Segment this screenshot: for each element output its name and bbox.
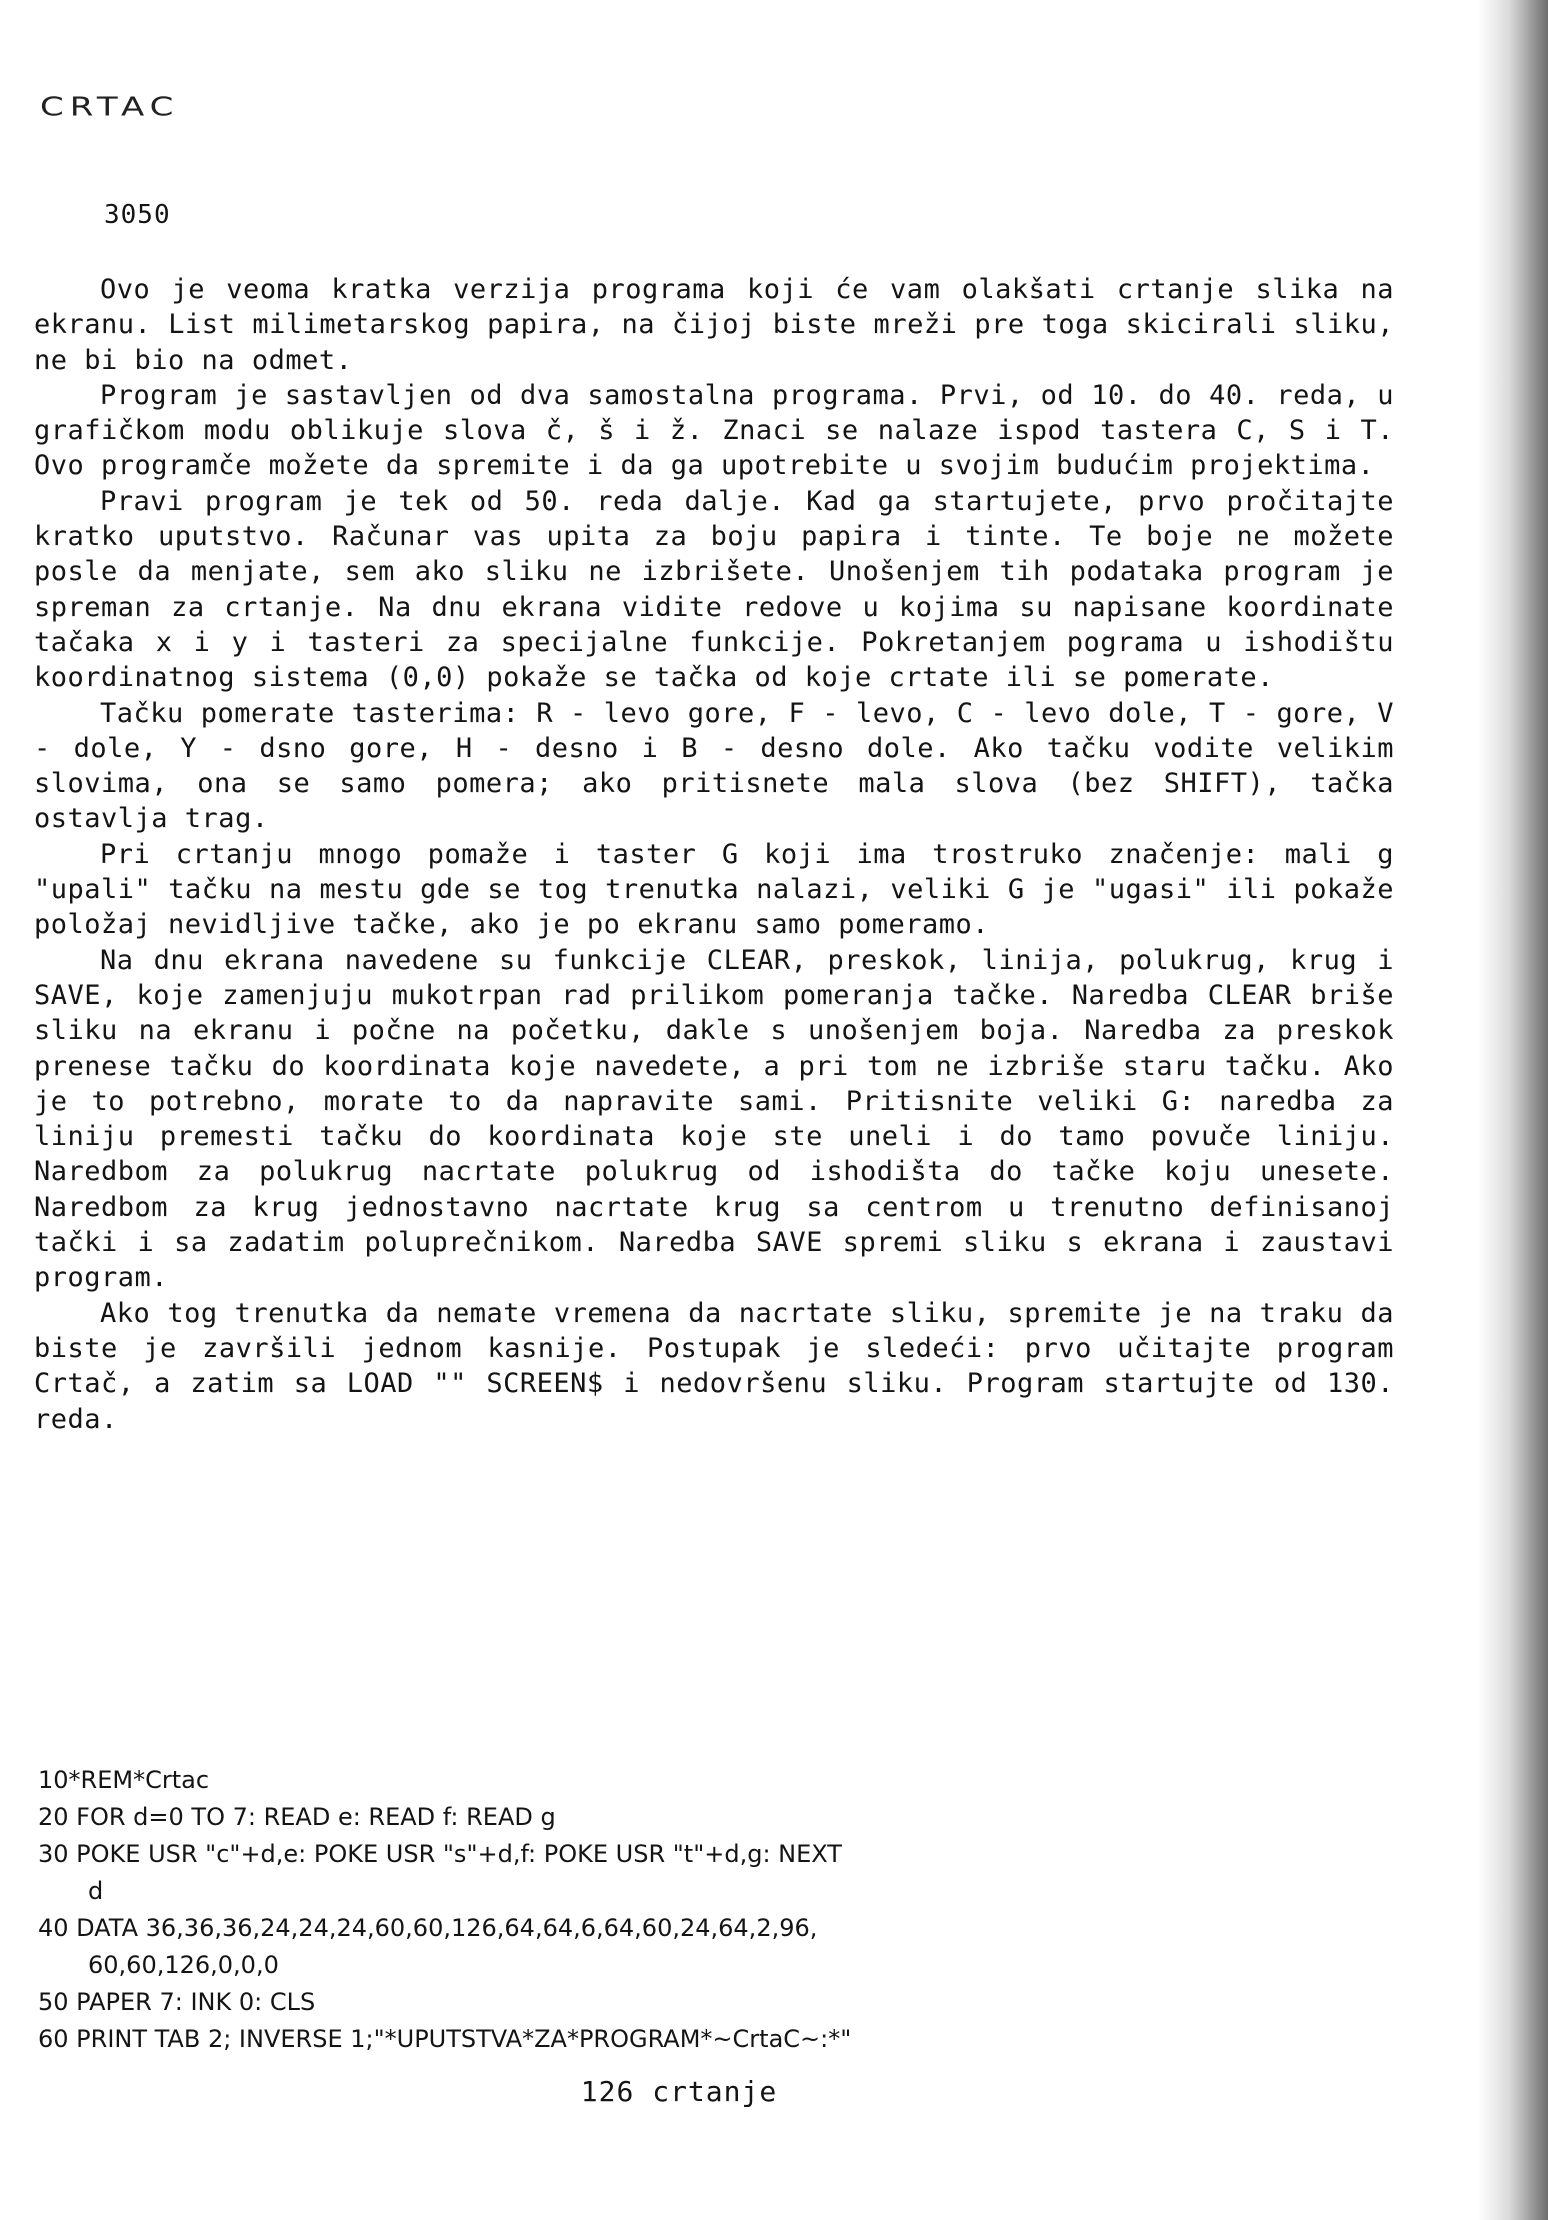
code-line: 20 FOR d=0 TO 7: READ e: READ f: READ g [38, 1803, 556, 1831]
article-body [34, 272, 1394, 1437]
paragraph: Pravi program je tek od 50. reda dalje. Kad ga startujete, prvo pročitajte kratko uputstvo. Računar vas upita za boju papira i tinte. Te boje ne možete posle da menjate, sem ako sliku ne izbrišete. Unošenjem tih podataka program je spreman za crtanje. Na dnu ekrana vidite redove u kojima su napisane koordinate tačaka x i y i tasteri za specijalne funkcije. Pokretanjem pograma u ishodištu koordinatnog sistema (0,0) pokaže se tačka od koje crtate ili se pomerate. [34, 485, 1394, 694]
paragraph: Ako tog trenutka da nemate vremena da nacrtate sliku, spremite je na traku da biste je završili jednom kasnije. Postupak je sledeći: prvo učitajte program Crtač, a zatim sa LOAD "" SCREEN$ i nedovršenu sliku. Program startujte od 130. reda. [34, 1297, 1394, 1435]
code-line: 10*REM*Crtac [38, 1766, 210, 1794]
page-footer: 126 crtanje [580, 2075, 778, 2108]
code-line-continuation: d [88, 1877, 104, 1905]
basic-program-listing [38, 1762, 1398, 2058]
paragraph: Tačku pomerate tasterima: R - levo gore, F - levo, C - levo dole, T - gore, V - dole, Y - dsno gore, H - desno i B - desno dole. Ako tačku vodite velikim slovima, ona se samo pomera; ako pritisnete mala slova (bez SHIFT), tačka ostavlja trag. [34, 697, 1394, 835]
page-edge-shadow [1478, 0, 1548, 2220]
paragraph: Na dnu ekrana navedene su funkcije CLEAR, preskok, linija, polukrug, krug i SAVE, koje zamenjuju mukotrpan rad prilikom pomeranja tačke. Naredba CLEAR briše sliku na ekranu i počne na početku, dakle s unošenjem boja. Naredba za preskok prenese tačku do koordinata koje navedete, a pri tom ne izbriše staru tačku. Ako je to potrebno, morate to da napravite sami. Pritisnite veliki G: naredba za liniju premesti tačku do koordinata koje ste uneli i do tamo povuče liniju. Naredbom za polukrug nacrtate polukrug od ishodišta do tačke koju unesete. Naredbom za krug jednostavno nacrtate krug sa centrom u trenutno definisanoj tački i sa zadatim poluprečnikom. Naredba SAVE spremi sliku s ekrana i zaustavi program. [34, 944, 1394, 1294]
program-code: 3050 [104, 200, 171, 230]
paragraph: Ovo je veoma kratka verzija programa koji će vam olakšati crtanje slika na ekranu. List milimetarskog papira, na čijoj biste mreži pre toga skicirali sliku, ne bi bio na odmet. [34, 274, 1394, 376]
paragraph: Program je sastavljen od dva samostalna programa. Prvi, od 10. do 40. reda, u grafičkom modu oblikuje slova č, š i ž. Znaci se nalaze ispod tastera C, S i T. Ovo programče možete da spremite i da ga upotrebite u svojim budućim projektima. [34, 379, 1394, 482]
code-line: 60 PRINT TAB 2; INVERSE 1;"*UPUTSTVA*ZA*PROGRAM*~CrtaC~:*" [38, 2025, 852, 2053]
code-line-continuation: 60,60,126,0,0,0 [88, 1951, 279, 1979]
paragraph: Pri crtanju mnogo pomaže i taster G koji ima trostruko značenje: mali g "upali" tačku na mestu gde se tog trenutka nalazi, veliki G je "ugasi" ili pokaže položaj nevidljive tačke, ako je po ekranu samo pomeramo. [34, 838, 1394, 941]
code-line: 40 DATA 36,36,36,24,24,24,60,60,126,64,64,6,64,60,24,64,2,96, [38, 1914, 818, 1942]
code-line: 30 POKE USR "c"+d,e: POKE USR "s"+d,f: POKE USR "t"+d,g: NEXT [38, 1840, 842, 1868]
code-line: 50 PAPER 7: INK 0: CLS [38, 1988, 316, 2016]
page-title: CRTAC [40, 92, 180, 122]
